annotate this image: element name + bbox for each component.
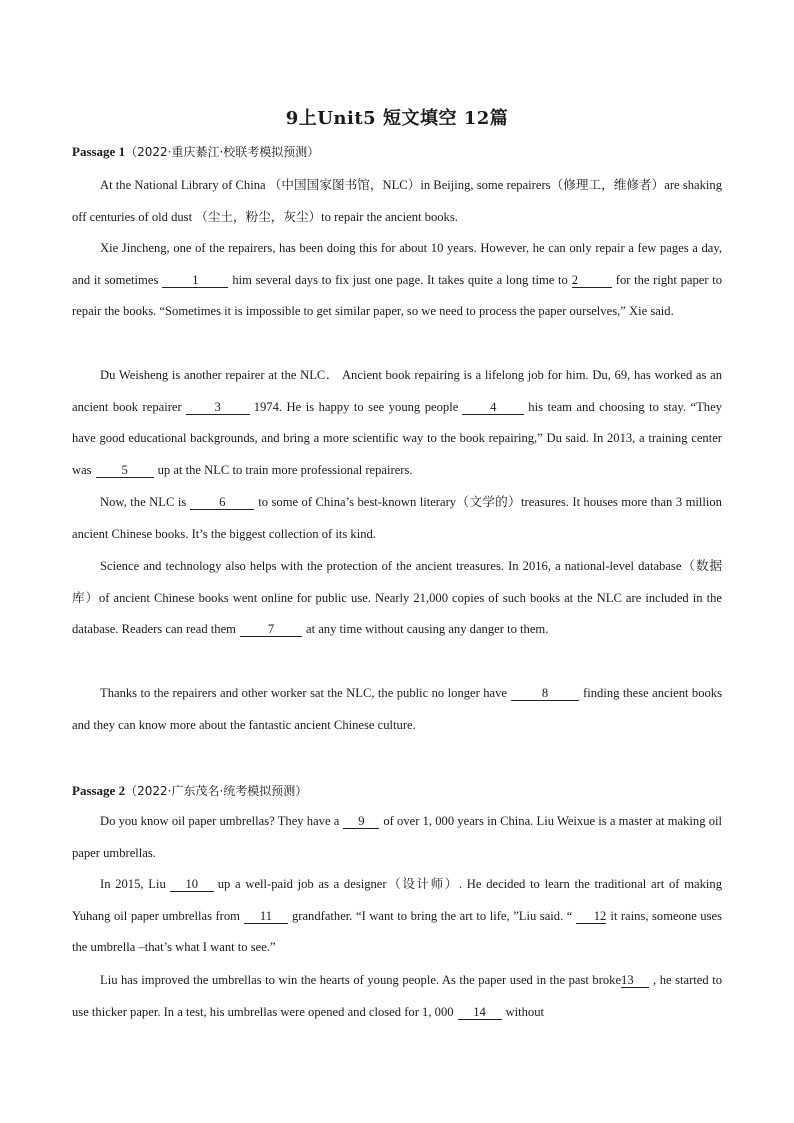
text-run: up at the NLC to train more professional repairers.	[157, 462, 413, 477]
text-run: Now, the NLC is	[100, 495, 187, 509]
text-run: up a well-paid job as a designer（设计师）. He decided to learn the traditional art of making Yuhang oil paper umbrellas from	[72, 877, 722, 923]
text-run: 1974. He is happy to see young people	[253, 399, 459, 414]
blank-10[interactable]: 10	[170, 877, 214, 892]
blank-13[interactable]: 13	[621, 973, 649, 988]
blank-11[interactable]: 11	[244, 909, 288, 924]
text-run: without	[505, 1004, 545, 1019]
passage-2-paragraph-3	[72, 965, 722, 1028]
text-run: Do you know oil paper umbrellas? They have a	[100, 814, 340, 828]
blank-5[interactable]: 5	[96, 463, 154, 478]
text-run: At the National Library of China （中国国家图书馆，NLC）in Beijing, some repairers（修理工，维修者）are shaking off centuries of old dust （尘土，粉尘，灰尘）to repair the ancient books.	[72, 178, 722, 224]
passage-1-paragraph-5	[72, 551, 722, 646]
passage-2-paragraph-1	[72, 806, 722, 869]
text-run: finding these ancient books and they can know more about the fantastic ancient Chinese culture.	[72, 686, 722, 732]
passage-2-source: （2022·广东茂名·统考模拟预测）	[125, 784, 308, 798]
text-run: to some of China’s best-known literary（文学的）treasures. It houses more than 3 million ancient Chinese books. It’s the biggest collection of its kind.	[72, 495, 722, 541]
text-run: at any time without causing any danger to them.	[305, 622, 549, 637]
passage-1-paragraph-6	[72, 678, 722, 741]
passage-1-paragraph-1	[72, 170, 722, 233]
text-run: him several days to fix just one page. It takes quite a long time to	[232, 272, 568, 287]
blank-1[interactable]: 1	[162, 273, 228, 288]
text-run: grandfather. “I want to bring the art to life, ”Liu said. “	[291, 908, 573, 923]
passage-1-source: （2022·重庆綦江·校联考模拟预测）	[125, 145, 320, 159]
passage-2-label: Passage 2	[72, 783, 126, 798]
text-run: for the right paper to repair the books. “Sometimes it is impossible to get similar paper, so we need to process the paper ourselves,” Xie said.	[72, 272, 722, 319]
passage-1-paragraph-3	[72, 360, 722, 486]
passage-1-paragraph-4	[72, 487, 722, 550]
passage-1-label: Passage 1	[72, 144, 126, 159]
text-run: of over 1, 000 years in China. Liu Weixue is a master at making oil paper umbrellas.	[72, 814, 722, 860]
blank-4[interactable]: 4	[462, 400, 524, 415]
text-run: , he started to use thicker paper. In a test, his umbrellas were opened and closed for 1, 000	[72, 973, 722, 1019]
text-run: his team and choosing to stay. “They have good educational backgrounds, and bring a more scientific way to the book repairing,” Du said. In 2013, a training center was	[72, 399, 722, 477]
text-run: Xie Jincheng, one of the repairers, has been doing this for about 10 years. However, he can only repair a few pages a day, and it sometimes	[72, 241, 722, 287]
blank-6[interactable]: 6	[190, 495, 254, 510]
text-run: Science and technology also helps with the protection of the ancient treasures. In 2016, a national-level database（数据库）of ancient Chinese books went online for public use. Nearly 21,000 copies of such books at the NLC are included in the database. Readers can read them	[72, 559, 722, 637]
blank-7[interactable]: 7	[240, 622, 302, 637]
passage-2-heading	[72, 782, 307, 799]
blank-2[interactable]: 2	[572, 273, 612, 288]
blank-9[interactable]: 9	[343, 814, 379, 829]
passage-2-paragraph-2	[72, 869, 722, 964]
blank-3[interactable]: 3	[186, 400, 250, 415]
passage-1-heading	[72, 143, 319, 160]
text-run: it rains, someone uses the umbrella –that’s what I want to see.”	[72, 908, 722, 955]
blank-8[interactable]: 8	[511, 686, 579, 701]
text-run: Thanks to the repairers and other worker sat the NLC, the public no longer have	[100, 686, 508, 700]
blank-12[interactable]: 12	[576, 909, 606, 924]
text-run: Du Weisheng is another repairer at the NLC． Ancient book repairing is a lifelong job for him. Du, 69, has worked as an ancient book repairer	[72, 368, 722, 414]
text-run: Liu has improved the umbrellas to win the hearts of young people. As the paper used in the past broke	[100, 973, 622, 987]
text-run: In 2015, Liu	[100, 877, 166, 891]
page-title: 9上Unit5 短文填空 12篇	[285, 108, 509, 129]
blank-14[interactable]: 14	[458, 1005, 502, 1020]
passage-1-paragraph-2	[72, 233, 722, 328]
